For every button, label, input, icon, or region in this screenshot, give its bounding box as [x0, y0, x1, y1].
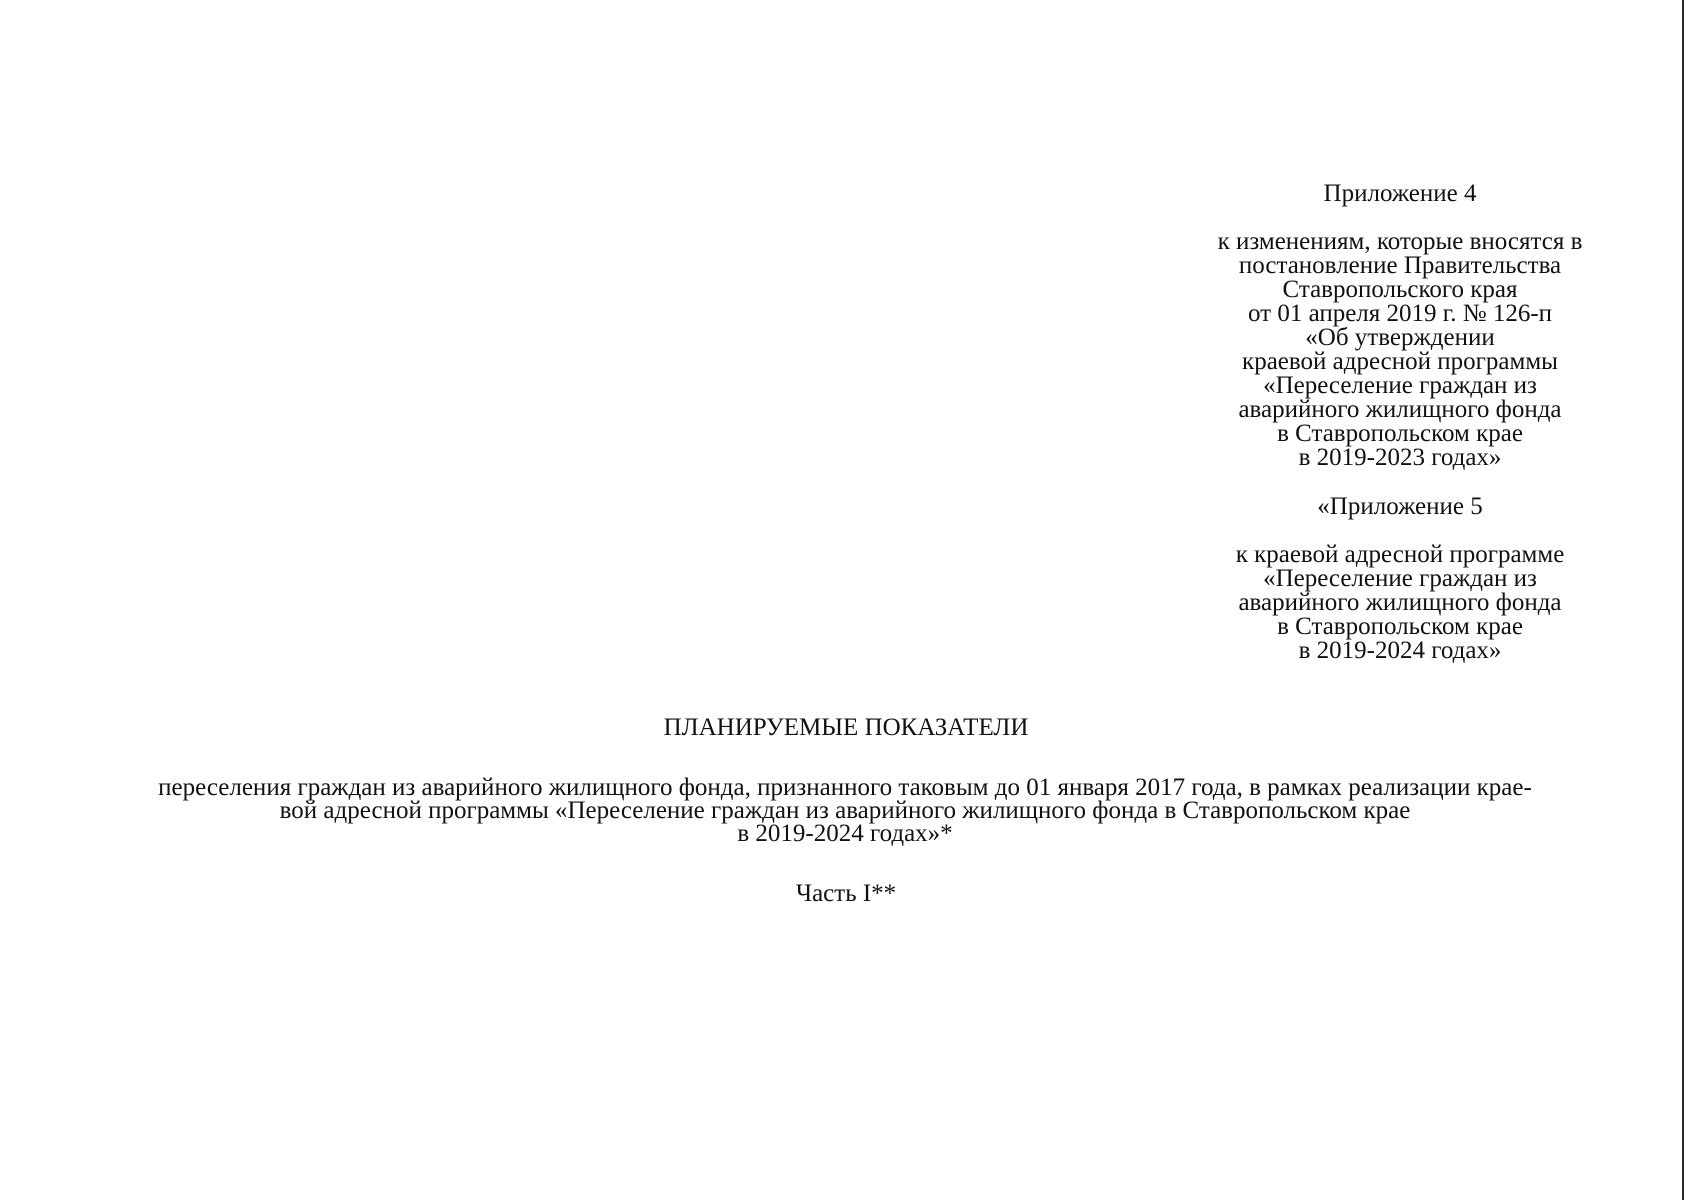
annex-title-text: Приложение 4 — [1323, 180, 1477, 207]
annex-line: от 01 апреля 2019 г. № 126-п — [1247, 300, 1553, 327]
annex-line: Ставропольского края — [1282, 276, 1518, 303]
annex-line: аварийного жилищного фонда — [1238, 396, 1562, 423]
annex2-title — [1160, 495, 1640, 519]
annex2-line: «Переселение граждан из — [1263, 565, 1537, 592]
annex2-reference-block — [1160, 543, 1640, 663]
page-edge — [1682, 0, 1684, 1200]
annex2-line: в Ставропольском крае — [1277, 613, 1523, 640]
annex2-title-text: «Приложение 5 — [1317, 493, 1483, 520]
annex-reference-block — [1160, 230, 1640, 470]
annex-line: к изменениям, которые вносятся в — [1217, 228, 1583, 255]
subtitle-line: вой адресной программы «Переселение граждан из аварийного жилищного фонда в Ставропольском крае — [279, 797, 1411, 824]
annex-line: «Об утверждении — [1305, 324, 1495, 351]
subtitle-line: в 2019-2024 годах»* — [737, 820, 953, 847]
annex-line: «Переселение граждан из — [1263, 372, 1537, 399]
annex-line: в 2019-2023 годах» — [1298, 444, 1502, 471]
annex-title — [1160, 182, 1640, 206]
part-heading: Часть I** — [795, 880, 897, 907]
document-title: ПЛАНИРУЕМЫЕ ПОКАЗАТЕЛИ — [663, 714, 1029, 741]
annex-line: постановление Правительства — [1238, 252, 1562, 279]
annex-line: в Ставропольском крае — [1277, 420, 1523, 447]
subtitle-line: переселения граждан из аварийного жилищного фонда, признанного таковым до 01 января 2017 года, в рамках реализации крае- — [158, 774, 1532, 801]
annex2-line: в 2019-2024 годах» — [1298, 637, 1502, 664]
annex2-line: аварийного жилищного фонда — [1238, 589, 1562, 616]
annex2-line: к краевой адресной программе — [1235, 541, 1565, 568]
annex-line: краевой адресной программы — [1242, 348, 1558, 375]
document-subtitle — [40, 776, 1650, 845]
